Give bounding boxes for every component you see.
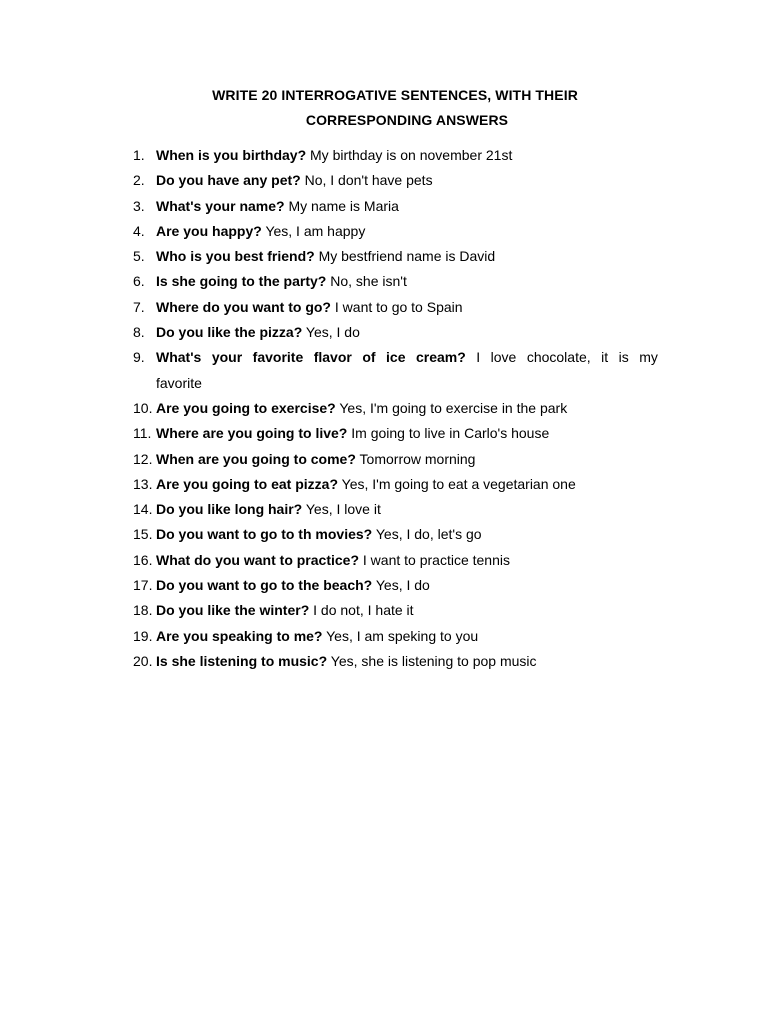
answer-word: I [476,349,481,366]
item-text [156,624,478,649]
item-text [156,447,475,472]
item-number: 2. [133,172,145,189]
item-number: 12. [133,450,153,467]
question: What's your name? [156,197,285,214]
item-number: 7. [133,298,145,315]
question: Who is you best friend? [156,248,315,265]
list-item [0,345,768,396]
list-item [0,548,768,573]
qa-list [0,143,768,674]
question-word: flavor [313,349,352,366]
question: When are you going to come? [156,450,356,467]
item-number: 14. [133,501,153,518]
answer: Yes, I'm going to eat a vegetarian one [341,475,576,492]
item-number: 18. [133,602,153,619]
question: Is she going to the party? [156,273,327,290]
list-item [0,396,768,421]
answer-word: it [601,349,609,366]
answer: Yes, I do [305,324,360,341]
answer: No, she isn't [330,273,407,290]
answer-continuation: favorite [156,374,202,391]
answer: Yes, she is listening to pop music [330,652,537,669]
list-item [0,143,768,168]
page-title: WRITE 20 INTERROGATIVE SENTENCES, WITH THEIR [212,87,578,103]
item-number: 1. [133,147,145,163]
item-text [156,472,576,497]
item-text [156,522,482,547]
answer: I want to practice tennis [362,551,510,568]
answer: My birthday is on november 21st [310,147,513,163]
question: Are you going to eat pizza? [156,475,339,492]
answer-word: is [618,349,629,366]
question-word: What's [156,349,202,366]
question: Are you going to exercise? [156,399,336,416]
answer: I want to go to Spain [334,298,463,315]
question-word: ice [386,349,406,366]
list-item [0,194,768,219]
question: Do you like the pizza? [156,324,303,341]
question: Where do you want to go? [156,298,331,315]
question-word: cream? [415,349,466,366]
item-text [156,548,510,573]
answer: Yes, I do, let's go [375,526,482,543]
item-text [156,143,512,168]
item-number: 15. [133,526,153,543]
item-number: 17. [133,577,153,594]
item-number: 4. [133,222,145,239]
question: Do you want to go to th movies? [156,526,373,543]
item-text [156,168,433,193]
answer: Im going to live in Carlo's house [351,425,550,442]
question: Where are you going to live? [156,425,348,442]
answer-word: my [639,349,658,366]
item-number: 11. [133,425,152,442]
question: What do you want to practice? [156,551,360,568]
question: Is she listening to music? [156,652,328,669]
item-text [156,649,537,674]
item-number: 5. [133,248,145,265]
answer: My bestfriend name is David [318,248,496,265]
answer-word: chocolate, [526,349,591,366]
item-number: 16. [133,551,153,568]
question: Are you speaking to me? [156,627,323,644]
answer: Yes, I love it [305,501,381,518]
item-text [156,194,399,219]
answer: Yes, I do [375,577,430,594]
list-item [0,295,768,320]
item-number: 9. [133,349,145,366]
item-number: 20. [133,652,153,669]
question: Do you want to go to the beach? [156,577,373,594]
answer: Tomorrow morning [359,450,476,467]
question-word: your [211,349,243,366]
item-number: 3. [133,197,145,214]
question: Do you have any pet? [156,172,301,189]
answer: Yes, I'm going to exercise in the park [339,399,568,416]
list-item [0,244,768,269]
item-text [156,573,430,598]
answer: Yes, I am speking to you [326,627,479,644]
list-item [0,522,768,547]
item-number: 13. [133,475,153,492]
answer: No, I don't have pets [304,172,433,189]
question-word: favorite [252,349,304,366]
item-text [156,497,381,522]
item-text [156,396,567,421]
item-text [156,345,658,370]
question-word: of [362,349,376,366]
question: When is you birthday? [156,147,307,163]
item-number: 6. [133,273,145,290]
list-item [0,447,768,472]
list-item [0,168,768,193]
list-item [0,472,768,497]
list-item [0,320,768,345]
question: Are you happy? [156,222,262,239]
list-item [0,573,768,598]
list-item [0,421,768,446]
item-text [156,269,407,294]
item-text [156,244,495,269]
question: Do you like the winter? [156,602,310,619]
item-text [156,295,463,320]
list-item [0,219,768,244]
item-number: 19. [133,627,153,644]
list-item [0,598,768,623]
page-subtitle: CORRESPONDING ANSWERS [305,112,509,128]
item-text [156,421,549,446]
list-item [0,649,768,674]
item-text [156,598,414,623]
item-text [156,320,360,345]
answer: My name is Maria [288,197,399,214]
answer: I do not, I hate it [313,602,414,619]
item-number: 8. [133,324,145,341]
question: Do you like long hair? [156,501,303,518]
item-text [156,219,365,244]
item-number: 10. [133,399,153,416]
answer-word: love [490,349,517,366]
list-item [0,497,768,522]
answer: Yes, I am happy [265,222,366,239]
list-item [0,269,768,294]
list-item [0,624,768,649]
